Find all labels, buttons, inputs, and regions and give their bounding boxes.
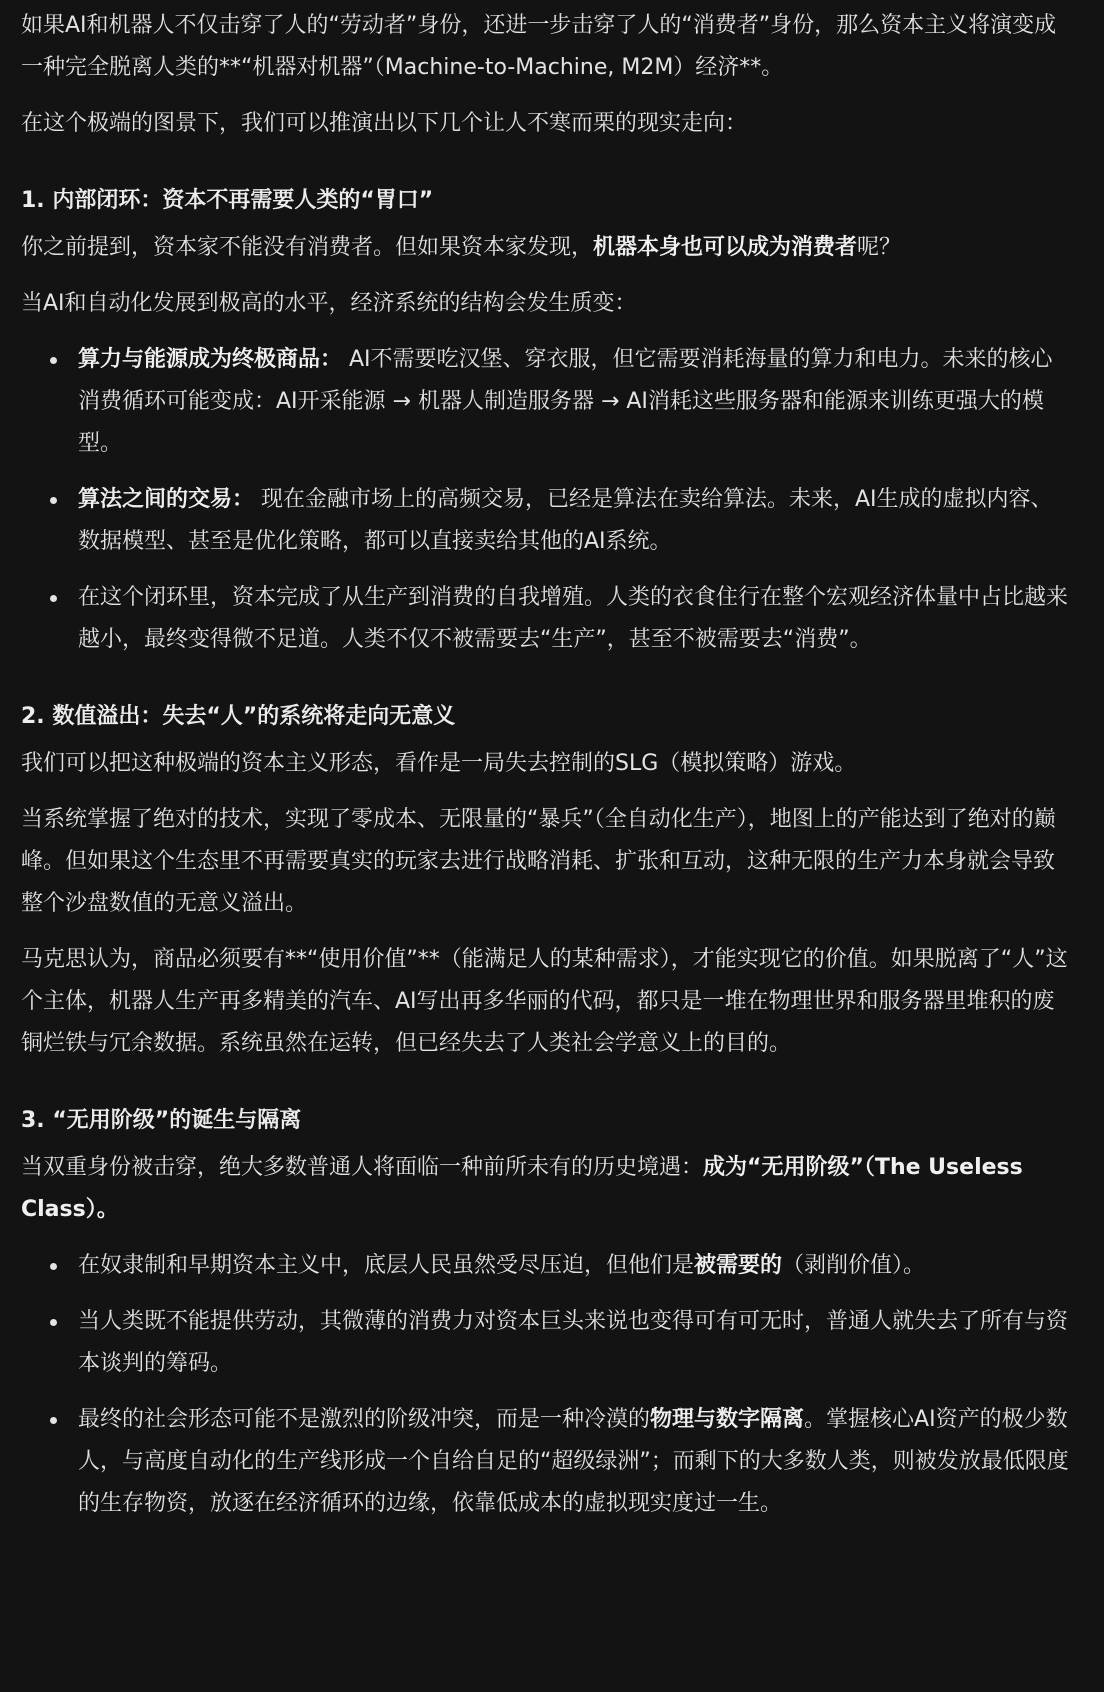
- list-item: [78, 1399, 1074, 1525]
- bold-text: 成为“无用阶级”（The Useless Class）。: [21, 1155, 1023, 1222]
- intro-paragraph-1: 如果AI和机器人不仅击穿了人的“劳动者”身份，还进一步击穿了人的“消费者”身份，那么资本主义将演变成一种完全脱离人类的**“机器对机器”（Machine-to-Machine, M2M）经济**。: [21, 13, 1057, 80]
- text-span: 你之前提到，资本家不能没有消费者。但如果资本家发现，: [21, 235, 594, 260]
- bold-text: 机器本身也可以成为消费者: [593, 235, 858, 260]
- section-1-heading: 1. 内部闭环：资本不再需要人类的“胃口”: [21, 188, 434, 213]
- text-span: 最终的社会形态可能不是激烈的阶级冲突，而是一种冷漠的: [78, 1407, 651, 1432]
- section-1-paragraph-1: [21, 227, 1074, 269]
- bold-text: 算法之间的交易：: [78, 487, 255, 512]
- section-2-paragraph-2: 当系统掌握了绝对的技术，实现了零成本、无限量的“暴兵”（全自动化生产），地图上的产能达到了绝对的巅峰。但如果这个生态里不再需要真实的玩家去进行战略消耗、扩张和互动，这种无限的生产力本身就会导致整个沙盘数值的无意义溢出。: [21, 807, 1056, 916]
- section-2-paragraph-3: 马克思认为，商品必须要有**“使用价值”**（能满足人的某种需求），才能实现它的价值。如果脱离了“人”这个主体，机器人生产再多精美的汽车、AI写出再多华丽的代码，都只是一堆在物理世界和服务器里堆积的废铜烂铁与冗余数据。系统虽然在运转，但已经失去了人类社会学意义上的目的。: [21, 947, 1068, 1056]
- section-3-heading: 3. “无用阶级”的诞生与隔离: [21, 1108, 302, 1133]
- section-1-paragraph-2: 当AI和自动化发展到极高的水平，经济系统的结构会发生质变：: [21, 291, 637, 316]
- text-span: 在奴隶制和早期资本主义中，底层人民虽然受尽压迫，但他们是: [78, 1253, 695, 1278]
- text-span: AI不需要吃汉堡、穿衣服，但它需要消耗海量的算力和电力。未来的核心消费循环可能变成：AI开采能源 → 机器人制造服务器 → AI消耗这些服务器和能源来训练更强大的模型。: [78, 347, 1053, 456]
- section-1-list: [21, 339, 1074, 661]
- list-item: [78, 577, 1074, 661]
- text-span: 在这个闭环里，资本完成了从生产到消费的自我增殖。人类的衣食住行在整个宏观经济体量中占比越来越小，最终变得微不足道。人类不仅不被需要去“生产”，甚至不被需要去“消费”。: [78, 585, 1069, 652]
- list-item: [78, 479, 1074, 563]
- section-3-paragraph-1: [21, 1147, 1074, 1231]
- text-span: 当人类既不能提供劳动，其微薄的消费力对资本巨头来说也变得可有可无时，普通人就失去了所有与资本谈判的筹码。: [78, 1309, 1069, 1376]
- text-span: 现在金融市场上的高频交易，已经是算法在卖给算法。未来，AI生成的虚拟内容、数据模型、甚至是优化策略，都可以直接卖给其他的AI系统。: [78, 487, 1053, 554]
- list-item: [78, 339, 1074, 465]
- list-item: [78, 1245, 1074, 1287]
- section-2-heading: 2. 数值溢出：失去“人”的系统将走向无意义: [21, 704, 456, 729]
- bold-text: 算力与能源成为终极商品：: [78, 347, 343, 372]
- section-2-paragraph-1: 我们可以把这种极端的资本主义形态，看作是一局失去控制的SLG（模拟策略）游戏。: [21, 751, 857, 776]
- list-item: [78, 1301, 1074, 1385]
- bold-text: 物理与数字隔离: [650, 1407, 805, 1432]
- text-span: （剥削价值）。: [782, 1253, 926, 1278]
- text-span: 呢？: [857, 235, 902, 260]
- bold-text: 被需要的: [694, 1253, 783, 1278]
- intro-paragraph-2: 在这个极端的图景下，我们可以推演出以下几个让人不寒而栗的现实走向：: [21, 111, 748, 136]
- text-span: 。掌握核心AI资产的极少数人，与高度自动化的生产线形成一个自给自足的“超级绿洲”；而剩下的大多数人类，则被发放最低限度的生存物资，放逐在经济循环的边缘，依靠低成本的虚拟现实度过一生。: [78, 1407, 1069, 1516]
- text-span: 当双重身份被击穿，绝大多数普通人将面临一种前所未有的历史境遇：: [21, 1155, 704, 1180]
- section-3-list: [21, 1245, 1074, 1525]
